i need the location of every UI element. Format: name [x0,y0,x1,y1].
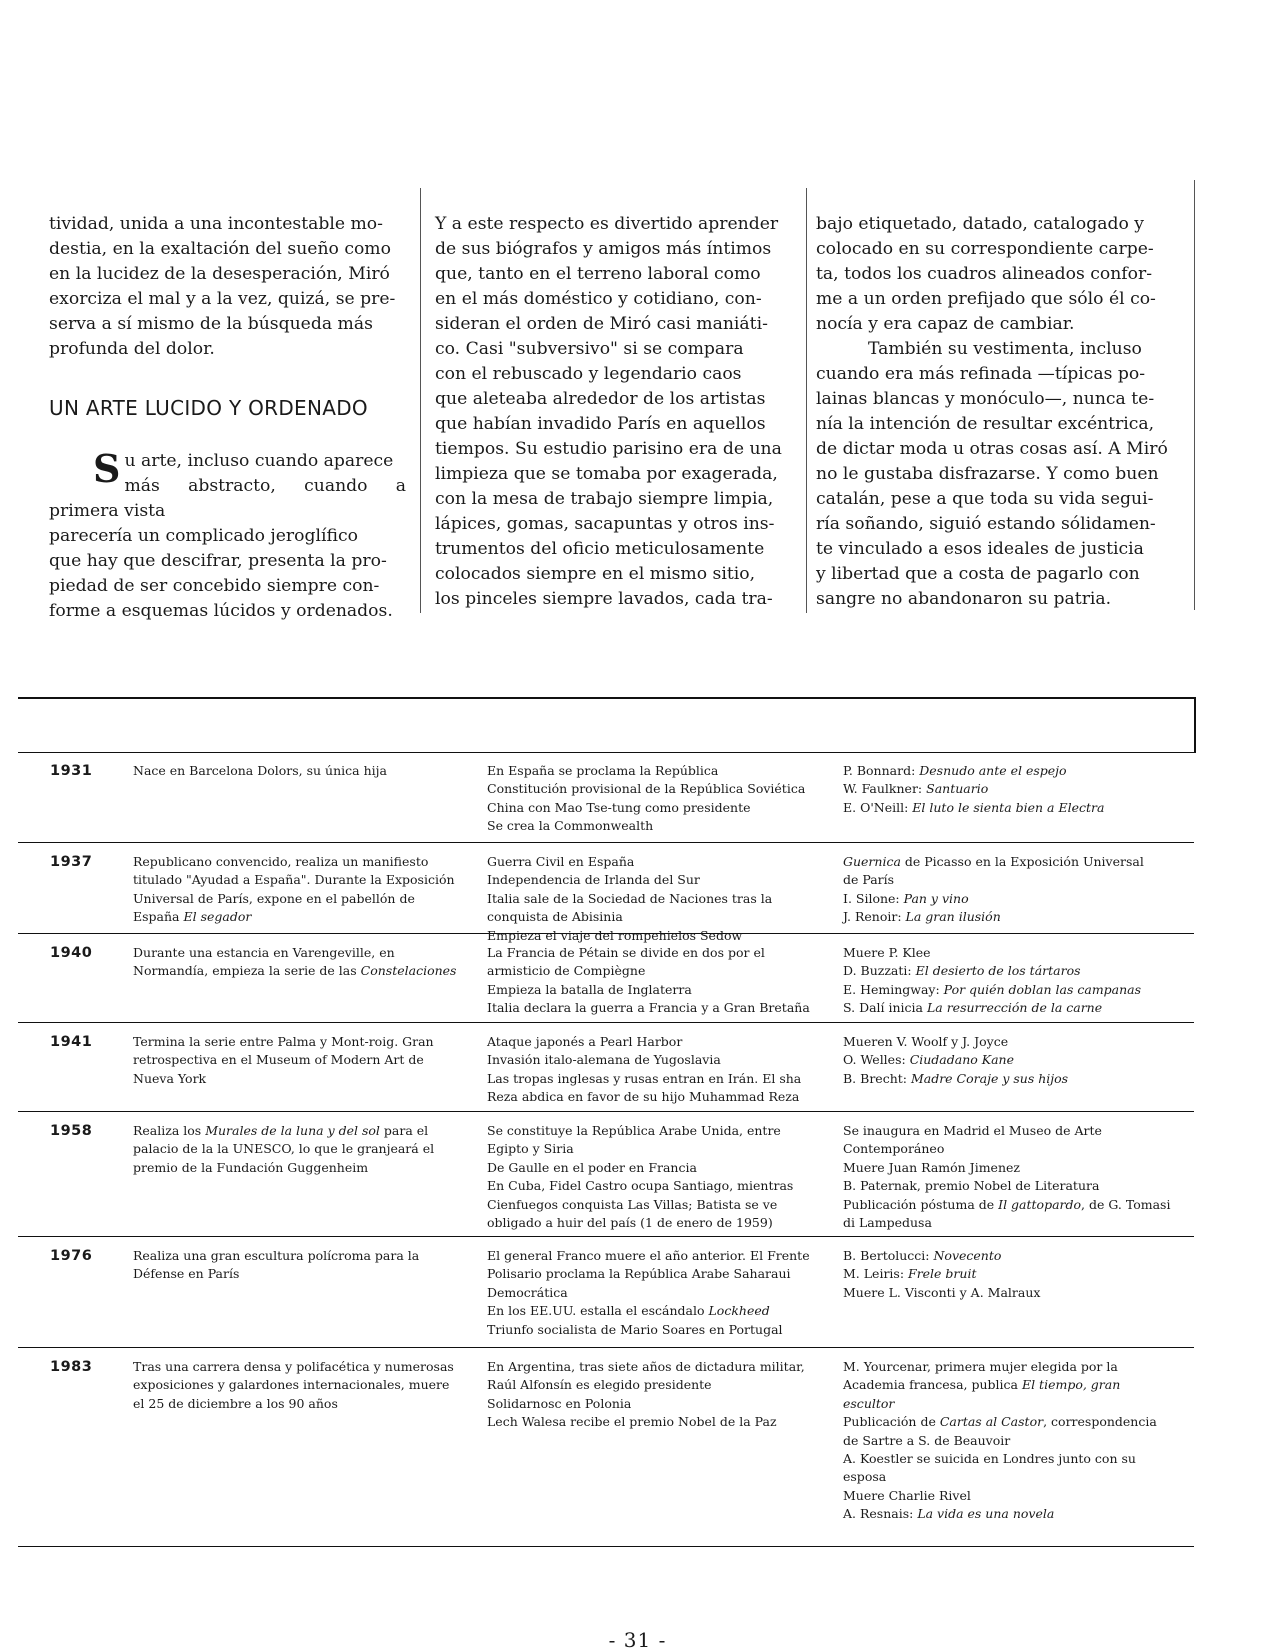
event-line [843,799,1173,817]
event-line [133,1395,463,1413]
year-label: 1940 [50,945,93,961]
event-line [487,762,832,780]
event-text: Italia declara la guerra a Francia y a Gran Bretaña [487,1000,810,1016]
work-title: Il gattopardo [998,1196,1082,1212]
event-text: J. Renoir: [843,909,906,925]
event-line [843,1505,1173,1523]
history-events-cell [487,944,832,1018]
event-line [133,1159,463,1177]
event-line [133,762,463,780]
culture-events-cell [843,1122,1173,1232]
event-text: En Cuba, Fidel Castro ocupa Santiago, mientras [487,1178,794,1194]
event-line [133,1070,463,1088]
event-text: Lech Walesa recibe el premio Nobel de la Paz [487,1414,777,1430]
event-text: O. Welles: [843,1052,910,1068]
miro-events-cell [133,762,463,780]
event-text: Publicación de [843,1414,940,1430]
history-events-cell [487,1033,832,1107]
history-events-cell [487,853,832,945]
event-text: , de G. Tomasi [1081,1196,1171,1212]
paragraph: También su vestimenta, incluso cuando era más refinada —típicas po- lainas blancas y monóculo—, nunca te- nía la intención de resultar excéntrica, de dictar moda u otras cosas así. A Miró no le gustaba disfrazarse. Y como buen catalán, pese a que toda su vida segui- ría soñando, siguió estando sólidamen- te vinculado a esos ideales de justicia y libertad que a costa de pagarlo con sangre no abandonaron su patria. [816,339,1168,609]
event-line [843,1051,1173,1069]
event-text: Raúl Alfonsín es elegido presidente [487,1377,712,1393]
event-line [487,780,832,798]
chronology-row [18,1112,1194,1237]
event-text: Constitución provisional de la República Soviética [487,781,806,797]
event-text: España [133,909,184,925]
culture-events-cell [843,762,1173,817]
event-text: D. Buzzati: [843,963,916,979]
event-line [843,1265,1173,1283]
event-text: Triunfo socialista de Mario Soares en Portugal [487,1321,783,1337]
event-line [133,1376,463,1394]
event-line [843,890,1173,908]
event-line [133,1033,463,1051]
event-line [487,1070,832,1088]
event-line [843,1122,1173,1140]
event-line [133,1051,463,1069]
event-line [133,1358,463,1376]
miro-events-cell [133,1122,463,1177]
text-column-3 [816,212,1178,622]
history-events-cell [487,762,832,836]
event-text: Realiza una gran escultura polícroma para la [133,1248,420,1263]
chronology-row [18,1348,1194,1547]
event-line [843,1033,1173,1051]
paragraph: u arte, incluso cuando aparece más abstracto, cuando a primera vista parecería un complicado jeroglífico que hay que descifrar, presenta la pro- piedad de ser concebido siempre con- forme a esquemas lúcidos y ordenados. [49,451,406,621]
event-text: I. Silone: [843,890,904,906]
event-text: Realiza los [133,1123,206,1138]
event-text: Reza abdica en favor de su hijo Muhammad Reza [487,1089,800,1105]
event-line [487,1265,832,1283]
event-line [487,817,832,835]
event-line [487,1395,832,1413]
event-line [843,1196,1173,1214]
event-line [843,1284,1173,1302]
event-text: Empieza la batalla de Inglaterra [487,981,692,997]
miro-events-cell [133,944,463,981]
work-title: Constelaciones [360,963,457,979]
event-line [843,944,1173,962]
event-text: Independencia de Irlanda del Sur [487,872,700,888]
year-label: 1983 [50,1359,93,1375]
culture-events-cell [843,853,1173,927]
event-text: Egipto y Siria [487,1141,574,1157]
work-title: La vida es una novela [917,1506,1055,1522]
work-title: Desnudo ante el espejo [919,763,1067,778]
culture-events-cell [843,944,1173,1018]
event-line [487,999,832,1017]
event-text: Nace en Barcelona Dolors, su única hija [133,763,387,778]
paragraph: bajo etiquetado, datado, catalogado y colocado en su correspondiente carpe- ta, todos los cuadros alineados confor- me a un orden prefijado que sólo él co- nocía y era capaz de cambiar. [816,214,1156,334]
work-title: Lockheed [708,1303,770,1319]
history-events-cell [487,1358,832,1432]
event-text: Se constituye la República Arabe Unida, entre [487,1123,781,1138]
event-text: esposa [843,1469,887,1485]
text-column-2 [435,212,793,622]
event-text: En Argentina, tras siete años de dictadura militar, [487,1359,805,1374]
event-text: retrospectiva en el Museum of Modern Art de [133,1052,424,1068]
event-line [843,999,1173,1017]
event-line [843,1468,1173,1486]
event-line [133,1265,463,1283]
work-title: Santuario [926,781,989,797]
event-text: Termina la serie entre Palma y Mont-roig. Gran [133,1034,434,1049]
event-text: Las tropas inglesas y rusas entran en Irán. El sha [487,1070,802,1086]
work-title: escultor [843,1395,895,1411]
event-text: Publicación póstuma de [843,1196,999,1212]
event-text: Normandía, empieza la serie de las [133,963,361,979]
event-line [487,1051,832,1069]
work-title: Pan y vino [903,890,969,906]
work-title: Novecento [933,1248,1002,1263]
event-text: Contemporáneo [843,1141,945,1157]
event-line [487,1321,832,1339]
culture-events-cell [843,1358,1173,1524]
event-line [487,1177,832,1195]
event-line [487,1088,832,1106]
event-text: S. Dalí inicia [843,1000,927,1016]
chronology-row [18,843,1194,943]
work-title: El tiempo, gran [1021,1377,1121,1393]
work-title: Guernica [843,854,901,869]
event-line [843,780,1173,798]
chronology-row [18,1023,1194,1112]
event-line [843,1358,1173,1376]
event-text: Republicano convencido, realiza un manifiesto [133,854,429,869]
event-text: , correspondencia [1043,1414,1157,1430]
event-line [487,1247,832,1265]
event-text: premio de la Fundación Guggenheim [133,1159,369,1175]
event-text: di Lampedusa [843,1215,932,1231]
year-label: 1931 [50,763,93,779]
event-text: B. Brecht: [843,1070,911,1086]
work-title: Madre Coraje y sus hijos [910,1070,1069,1086]
column-divider [420,188,421,613]
event-text: Se crea la Commonwealth [487,818,654,834]
chronology-row [18,934,1194,1023]
event-line [133,1140,463,1158]
event-line [487,981,832,999]
event-text: conquista de Abisinia [487,909,623,925]
event-line [133,871,463,889]
event-text: E. O'Neill: [843,799,913,815]
event-line [487,1214,832,1232]
text-column-1 [49,212,406,622]
event-text: Muere Juan Ramón Jimenez [843,1159,1020,1175]
event-line [843,1159,1173,1177]
work-title: La resurrección de la carne [926,1000,1103,1016]
event-line [487,871,832,889]
work-title: Ciudadano Kane [909,1052,1014,1068]
event-line [843,1395,1173,1413]
culture-events-cell [843,1247,1173,1302]
event-text: B. Bertolucci: [843,1248,934,1263]
event-text: Muere L. Visconti y A. Malraux [843,1284,1041,1300]
event-text: Polisario proclama la República Arabe Saharaui [487,1266,791,1282]
culture-events-cell [843,1033,1173,1088]
event-text: Invasión italo-alemana de Yugoslavia [487,1052,721,1068]
event-text: para el [379,1123,429,1138]
work-title: Cartas al Castor [939,1414,1044,1430]
event-text: P. Bonnard: [843,763,920,778]
miro-events-cell [133,1247,463,1284]
event-text: La Francia de Pétain se divide en dos por el [487,945,765,960]
event-line [843,1450,1173,1468]
event-line [843,962,1173,980]
event-text: el 25 de diciembre a los 90 años [133,1395,338,1411]
year-label: 1976 [50,1248,93,1264]
event-text: de Picasso en la Exposición Universal [900,854,1144,869]
event-text: Universal de París, expone en el pabellón de [133,890,415,906]
event-text: de París [843,872,895,888]
event-text: A. Resnais: [843,1506,918,1522]
event-text: obligado a huir del país (1 de enero de 1959) [487,1215,773,1231]
event-text: Défense en París [133,1266,240,1282]
event-line [843,1376,1173,1394]
work-title: El segador [183,909,252,925]
event-line [487,1196,832,1214]
event-line [487,1413,832,1431]
event-text: En los EE.UU. estalla el escándalo [487,1303,709,1319]
miro-events-cell [133,1033,463,1088]
event-text: Italia sale de la Sociedad de Naciones tras la [487,890,773,906]
work-title: El desierto de los tártaros [915,963,1081,979]
event-line [487,1033,832,1051]
event-text: El general Franco muere el año anterior. El Frente [487,1248,810,1263]
event-text: M. Yourcenar, primera mujer elegida por la [843,1359,1118,1374]
event-line [843,1070,1173,1088]
event-text: W. Faulkner: [843,781,927,797]
event-line [843,871,1173,889]
event-line [133,962,463,980]
event-text: Empieza el viaje del rompehielos Sedow [487,927,743,943]
event-line [133,944,463,962]
event-text: Democrática [487,1284,568,1300]
event-text: palacio de la la UNESCO, lo que le granjeará el [133,1141,435,1157]
event-text: Nueva York [133,1070,207,1086]
event-line [133,853,463,871]
chronology-row [18,752,1194,843]
event-text: Cienfuegos conquista Las Villas; Batista se ve [487,1196,778,1212]
event-line [843,1247,1173,1265]
event-text: Guerra Civil en España [487,854,635,869]
event-line [487,890,832,908]
chronology-header-band [18,697,1196,753]
event-line [843,1413,1173,1431]
event-line [843,1432,1173,1450]
column-divider [1194,180,1195,610]
section-heading: UN ARTE LUCIDO Y ORDENADO [49,396,368,420]
event-line [843,981,1173,999]
event-line [487,1376,832,1394]
event-text: Mueren V. Woolf y J. Joyce [843,1034,1009,1049]
event-line [487,1140,832,1158]
work-title: Por quién doblan las campanas [943,981,1142,997]
history-events-cell [487,1122,832,1232]
event-line [843,1487,1173,1505]
event-text: De Gaulle en el poder en Francia [487,1159,697,1175]
event-line [133,1247,463,1265]
year-label: 1937 [50,854,93,870]
event-text: Ataque japonés a Pearl Harbor [487,1034,683,1049]
event-text: Tras una carrera densa y polifacética y numerosas [133,1359,454,1374]
event-text: de Sartre a S. de Beauvoir [843,1432,1011,1448]
event-line [133,908,463,926]
column-divider [806,188,807,613]
event-text: En España se proclama la República [487,763,719,778]
chronology-table [18,752,1194,1547]
chronology-row [18,1237,1194,1348]
event-text: Academia francesa, publica [843,1377,1022,1393]
miro-events-cell [133,1358,463,1413]
event-text: titulado "Ayudad a España". Durante la Exposición [133,872,455,888]
history-events-cell [487,1247,832,1339]
event-text: B. Paternak, premio Nobel de Literatura [843,1178,1100,1194]
event-line [487,1302,832,1320]
event-line [487,799,832,817]
event-line [487,1159,832,1177]
drop-cap: S [93,446,121,491]
event-line [487,1122,832,1140]
event-line [133,1122,463,1140]
event-text: Muere Charlie Rivel [843,1487,971,1503]
paragraph: tividad, unida a una incontestable mo- destia, en la exaltación del sueño como en la lucidez de la desesperación, Miró exorciza el mal y a la vez, quizá, se pre- serva a sí mismo de la búsqueda más profunda del dolor. [49,214,396,359]
event-text: A. Koestler se suicida en Londres junto con su [843,1451,1136,1467]
event-line [487,853,832,871]
event-text: armisticio de Compiègne [487,963,646,979]
event-text: exposiciones y galardones internacionales, muere [133,1377,450,1393]
miro-events-cell [133,853,463,927]
event-text: China con Mao Tse-tung como presidente [487,799,751,815]
event-line [133,890,463,908]
year-label: 1941 [50,1034,93,1050]
event-line [487,1284,832,1302]
event-line [843,1177,1173,1195]
event-text: Solidarnosc en Polonia [487,1395,632,1411]
event-line [487,1358,832,1376]
event-line [843,1140,1173,1158]
paragraph: Y a este respecto es divertido aprender de sus biógrafos y amigos más íntimos que, tanto en el terreno laboral como en el más doméstico y cotidiano, con- sideran el orden de Miró casi maniáti- co. Casi "subversivo" si se compara con el rebuscado y legendario caos que aleteaba alrededor de los artistas que habían invadido París en aquellos tiempos. Su estudio parisino era de una limpieza que se tomaba por exagerada, con la mesa de trabajo siempre limpia, lápices, gomas, sacapuntas y otros ins- trumentos del oficio meticulosamente colocados siempre en el mismo sitio, los pinceles siempre lavados, cada tra- [435,214,782,609]
event-line [843,1214,1173,1232]
event-text: Durante una estancia en Varengeville, en [133,945,395,960]
year-label: 1958 [50,1123,93,1139]
event-text: E. Hemingway: [843,981,944,997]
event-text: M. Leiris: [843,1266,909,1282]
page-number: - 31 - [608,1628,667,1652]
event-line [843,908,1173,926]
work-title: Frele bruit [908,1266,977,1282]
work-title: El luto le sienta bien a Electra [912,799,1105,815]
work-title: La gran ilusión [905,909,1001,925]
work-title: Murales de la luna y del sol [205,1123,380,1138]
event-text: Muere P. Klee [843,945,931,960]
event-text: Se inaugura en Madrid el Museo de Arte [843,1123,1102,1138]
event-line [487,962,832,980]
event-line [843,762,1173,780]
event-line [843,853,1173,871]
event-line [487,944,832,962]
event-line [487,908,832,926]
